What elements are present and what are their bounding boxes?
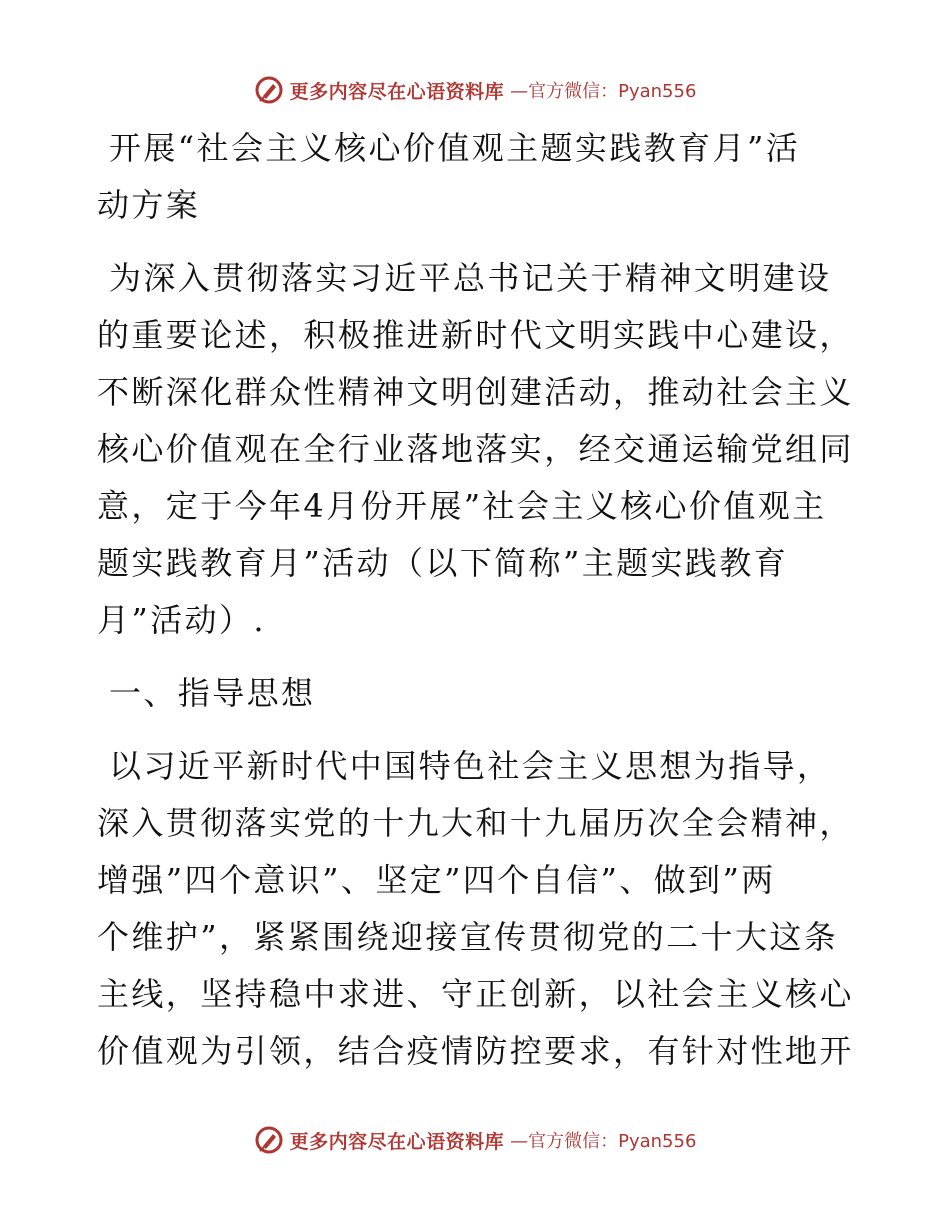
watermark-contact-text: —官方微信：Pyan556 [510,81,697,102]
document-body [97,120,857,1080]
intro-line: 的重要论述，积极推进新时代文明实践中心建设， [97,316,854,354]
intro-line: 为深入贯彻落实习近平总书记关于精神文明建设 [109,259,832,297]
footer-watermark [0,1120,950,1160]
watermark-contact-text: —官方微信：Pyan556 [510,1131,697,1152]
section1-line: 个维护”，紧紧围绕迎接宣传贯彻党的二十大这条 [97,918,839,956]
section-heading: 一、指导思想 [109,674,316,712]
intro-line: 题实践教育月”活动（以下简称”主题实践教育 [97,544,789,582]
section1-paragraph [97,738,857,1080]
document-title [97,120,857,234]
pen-logo-icon [254,75,284,105]
header-watermark [0,70,950,110]
section1-line: 深入贯彻落实党的十九大和十九届历次全会精神， [97,804,854,842]
section1-line: 以习近平新时代中国特色社会主义思想为指导， [109,747,832,785]
intro-line: 月”活动）. [97,601,266,639]
watermark-site-text: 更多内容尽在心语资料库 [289,1130,505,1153]
watermark-site-text: 更多内容尽在心语资料库 [289,80,505,103]
section1-line: 价值观为引领，结合疫情防控要求，有针对性地开 [97,1032,854,1070]
title-line-2: 动方案 [97,186,201,224]
section1-line: 主线，坚持稳中求进、守正创新，以社会主义核心 [97,975,854,1013]
intro-line: 意，定于今年4月份开展”社会主义核心价值观主 [97,487,827,525]
pen-logo-icon [254,1125,284,1155]
title-line-1: 开展“社会主义核心价值观主题实践教育月”活 [109,129,801,167]
section1-line: 增强”四个意识”、坚定”四个自信”、做到”两 [97,861,776,899]
intro-paragraph [97,250,857,649]
intro-line: 不断深化群众性精神文明创建活动，推动社会主义 [97,373,854,411]
intro-line: 核心价值观在全行业落地落实，经交通运输党组同 [97,430,854,468]
